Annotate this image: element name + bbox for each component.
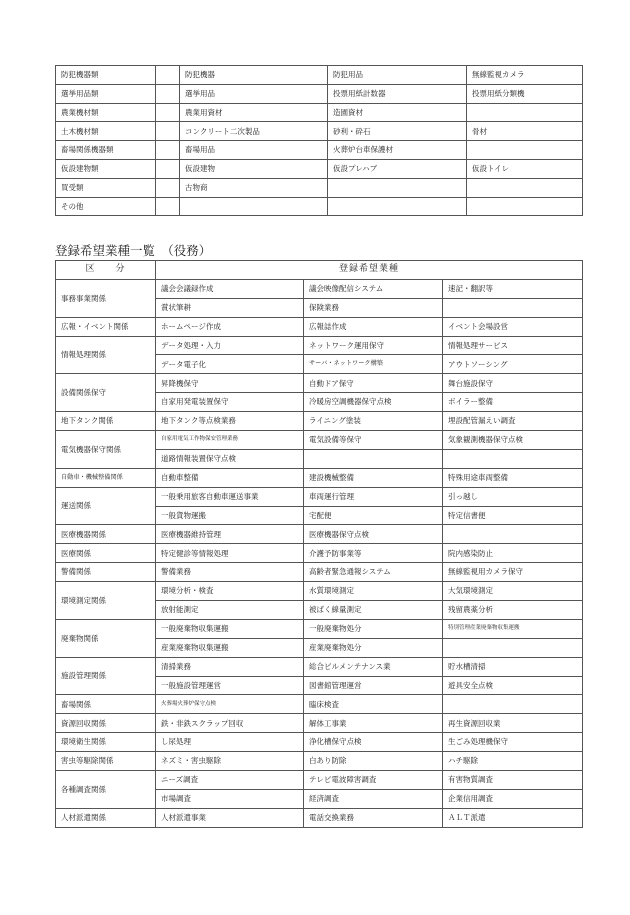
service-type-cell: 速記・翻訳等 bbox=[443, 279, 583, 298]
goods-item-cell: 砂利・砕石 bbox=[328, 122, 467, 141]
service-type-cell: 再生資源回収業 bbox=[443, 714, 583, 733]
service-type-cell bbox=[443, 449, 583, 468]
goods-item-cell: 仮設建物 bbox=[180, 159, 328, 178]
service-type-cell: 舞台施設保守 bbox=[443, 374, 583, 393]
service-type-cell: 火葬場火葬炉保守点検 bbox=[156, 695, 304, 714]
service-row bbox=[56, 582, 583, 601]
service-category-cell: 畜場関係 bbox=[56, 695, 156, 714]
service-type-cell: 地下タンク等点検業務 bbox=[156, 412, 304, 431]
service-row bbox=[56, 317, 583, 336]
goods-spacer-cell bbox=[156, 84, 180, 103]
goods-item-cell: 畜場用品 bbox=[180, 141, 328, 160]
service-type-cell: 被ばく線量測定 bbox=[304, 601, 443, 620]
service-type-cell bbox=[443, 525, 583, 544]
goods-item-cell: 防犯用品 bbox=[328, 66, 467, 85]
goods-item-cell bbox=[467, 178, 583, 197]
service-type-cell: し尿処理 bbox=[156, 733, 304, 752]
service-type-cell: 一般施設管理運営 bbox=[156, 676, 304, 695]
goods-category-cell: 農業機材類 bbox=[56, 103, 156, 122]
service-type-cell: 経済調査 bbox=[304, 789, 443, 808]
service-category-cell: 人材派遣関係 bbox=[56, 808, 156, 827]
service-row bbox=[56, 544, 583, 563]
goods-row bbox=[56, 159, 583, 178]
service-type-cell: 特別管理産業廃棄物収集運搬 bbox=[443, 619, 583, 638]
service-type-cell bbox=[443, 298, 583, 317]
service-type-cell: 特殊用途車両整備 bbox=[443, 468, 583, 487]
service-row bbox=[56, 733, 583, 752]
service-category-cell: 警備関係 bbox=[56, 563, 156, 582]
goods-item-cell: 仮設プレハブ bbox=[328, 159, 467, 178]
service-type-cell: 一般廃棄物処分 bbox=[304, 619, 443, 638]
goods-item-cell: 防犯機器 bbox=[180, 66, 328, 85]
goods-row bbox=[56, 66, 583, 85]
service-row bbox=[56, 563, 583, 582]
service-row bbox=[56, 431, 583, 450]
service-type-cell: ハチ駆除 bbox=[443, 752, 583, 771]
service-type-cell bbox=[304, 449, 443, 468]
service-type-cell: 医療機器保守点検 bbox=[304, 525, 443, 544]
goods-item-cell: 骨材 bbox=[467, 122, 583, 141]
goods-item-cell: 仮設トイレ bbox=[467, 159, 583, 178]
goods-item-cell: 無線監視カメラ bbox=[467, 66, 583, 85]
goods-spacer-cell bbox=[156, 103, 180, 122]
service-type-cell: 総合ビルメンテナンス業 bbox=[304, 657, 443, 676]
service-type-cell: 宅配便 bbox=[304, 506, 443, 525]
service-row bbox=[56, 619, 583, 638]
service-category-cell: 施設管理関係 bbox=[56, 657, 156, 695]
service-type-cell bbox=[443, 695, 583, 714]
service-row bbox=[56, 468, 583, 487]
service-type-cell: 気象観測機器保守点検 bbox=[443, 431, 583, 450]
service-type-cell: 議会映像配信システム bbox=[304, 279, 443, 298]
service-row bbox=[56, 336, 583, 355]
goods-item-cell: コンクリート二次製品 bbox=[180, 122, 328, 141]
service-type-cell: 有害物質調査 bbox=[443, 771, 583, 790]
service-type-cell: 広報誌作成 bbox=[304, 317, 443, 336]
service-type-cell: 自動ドア保守 bbox=[304, 374, 443, 393]
service-type-cell: テレビ電波障害調査 bbox=[304, 771, 443, 790]
service-type-cell: 警備業務 bbox=[156, 563, 304, 582]
goods-item-cell bbox=[467, 197, 583, 216]
goods-item-cell: 造園資材 bbox=[328, 103, 467, 122]
goods-spacer-cell bbox=[156, 122, 180, 141]
service-row bbox=[56, 412, 583, 431]
service-type-cell: 無線監視用カメラ保守 bbox=[443, 563, 583, 582]
service-category-cell: 広報・イベント関係 bbox=[56, 317, 156, 336]
service-category-cell: 医療関係 bbox=[56, 544, 156, 563]
service-type-cell: ネズミ・害虫駆除 bbox=[156, 752, 304, 771]
service-type-cell: ニーズ調査 bbox=[156, 771, 304, 790]
service-type-cell: 残留農薬分析 bbox=[443, 601, 583, 620]
service-type-cell: 特定信書便 bbox=[443, 506, 583, 525]
service-category-cell: 害虫等駆除関係 bbox=[56, 752, 156, 771]
goods-category-cell: 仮設建物類 bbox=[56, 159, 156, 178]
service-type-cell: 昇降機保守 bbox=[156, 374, 304, 393]
goods-row bbox=[56, 197, 583, 216]
service-type-cell: データ電子化 bbox=[156, 355, 304, 374]
service-category-cell: 医療機器関係 bbox=[56, 525, 156, 544]
service-type-cell: 冷暖房空調機器保守点検 bbox=[304, 393, 443, 412]
service-type-cell: 一般廃棄物収集運搬 bbox=[156, 619, 304, 638]
service-type-cell: 白あり防除 bbox=[304, 752, 443, 771]
service-type-cell: ライニング塗装 bbox=[304, 412, 443, 431]
service-category-cell: 資源回収関係 bbox=[56, 714, 156, 733]
goods-item-cell: 投票用紙計数器 bbox=[328, 84, 467, 103]
service-row bbox=[56, 525, 583, 544]
service-type-cell: 大気環境測定 bbox=[443, 582, 583, 601]
service-type-cell: サーバ・ネットワーク構築 bbox=[304, 355, 443, 374]
service-category-cell: 情報処理関係 bbox=[56, 336, 156, 374]
service-type-cell: 清掃業務 bbox=[156, 657, 304, 676]
goods-spacer-cell bbox=[156, 141, 180, 160]
goods-row bbox=[56, 103, 583, 122]
goods-item-cell: 選挙用品 bbox=[180, 84, 328, 103]
service-category-cell: 運送関係 bbox=[56, 487, 156, 525]
goods-spacer-cell bbox=[156, 66, 180, 85]
service-type-cell bbox=[443, 638, 583, 657]
service-row bbox=[56, 657, 583, 676]
service-row bbox=[56, 808, 583, 827]
service-type-cell: ボイラー整備 bbox=[443, 393, 583, 412]
service-row bbox=[56, 374, 583, 393]
service-type-cell: 車両運行管理 bbox=[304, 487, 443, 506]
service-category-cell: 自動車・機械整備関係 bbox=[56, 468, 156, 487]
service-type-cell: 図書館管理運営 bbox=[304, 676, 443, 695]
goods-category-cell: 選挙用品類 bbox=[56, 84, 156, 103]
service-type-cell: 浄化槽保守点検 bbox=[304, 733, 443, 752]
service-type-cell: 一般貨物運搬 bbox=[156, 506, 304, 525]
service-type-cell: 一般乗用旅客自動車運送事業 bbox=[156, 487, 304, 506]
service-type-cell: イベント会場設営 bbox=[443, 317, 583, 336]
service-type-cell: 鉄・非鉄スクラップ回収 bbox=[156, 714, 304, 733]
goods-row bbox=[56, 178, 583, 197]
service-category-cell: 環境測定関係 bbox=[56, 582, 156, 620]
service-type-cell: 議会会議録作成 bbox=[156, 279, 304, 298]
goods-category-cell: 畜場関係機器類 bbox=[56, 141, 156, 160]
service-category-table bbox=[55, 260, 583, 828]
service-type-cell: 特定健診等情報処理 bbox=[156, 544, 304, 563]
goods-item-cell: 古物商 bbox=[180, 178, 328, 197]
service-type-cell: 産業廃棄物収集運搬 bbox=[156, 638, 304, 657]
service-type-cell: 環境分析・検査 bbox=[156, 582, 304, 601]
goods-row bbox=[56, 84, 583, 103]
header-category: 区 分 bbox=[56, 261, 156, 280]
service-row bbox=[56, 771, 583, 790]
service-type-cell: 保険業務 bbox=[304, 298, 443, 317]
service-type-cell: 遊具安全点検 bbox=[443, 676, 583, 695]
service-category-cell: 各種調査関係 bbox=[56, 771, 156, 809]
service-type-cell: 院内感染防止 bbox=[443, 544, 583, 563]
service-type-cell: ネットワーク運用保守 bbox=[304, 336, 443, 355]
goods-item-cell bbox=[180, 197, 328, 216]
service-type-cell: 埋設配管漏えい調査 bbox=[443, 412, 583, 431]
service-row bbox=[56, 714, 583, 733]
service-type-cell: 人材派遣事業 bbox=[156, 808, 304, 827]
service-row bbox=[56, 487, 583, 506]
service-row bbox=[56, 279, 583, 298]
service-type-cell: 建設機械整備 bbox=[304, 468, 443, 487]
goods-spacer-cell bbox=[156, 197, 180, 216]
goods-row bbox=[56, 122, 583, 141]
service-row bbox=[56, 695, 583, 714]
goods-category-cell: 防犯機器類 bbox=[56, 66, 156, 85]
goods-category-cell: その他 bbox=[56, 197, 156, 216]
service-category-cell: 電気機器保守関係 bbox=[56, 431, 156, 469]
service-row bbox=[56, 752, 583, 771]
service-header-row bbox=[56, 261, 583, 280]
goods-item-cell: 火葬炉台車保護材 bbox=[328, 141, 467, 160]
service-category-cell: 環境衛生関係 bbox=[56, 733, 156, 752]
goods-category-table-body bbox=[56, 66, 583, 216]
goods-item-cell bbox=[328, 178, 467, 197]
goods-spacer-cell bbox=[156, 178, 180, 197]
service-type-cell: ホームページ作成 bbox=[156, 317, 304, 336]
service-type-cell: 貯水槽清掃 bbox=[443, 657, 583, 676]
service-type-cell: 電気設備等保守 bbox=[304, 431, 443, 450]
goods-item-cell bbox=[467, 103, 583, 122]
service-category-cell: 廃棄物関係 bbox=[56, 619, 156, 657]
goods-item-cell bbox=[467, 141, 583, 160]
service-type-cell: ＡＬＴ派遣 bbox=[443, 808, 583, 827]
service-category-table-body bbox=[56, 279, 583, 827]
service-type-cell: アウトソーシング bbox=[443, 355, 583, 374]
service-type-cell: 自動車整備 bbox=[156, 468, 304, 487]
header-registration-types: 登録希望業種 bbox=[156, 261, 583, 280]
goods-category-cell: 土木機材類 bbox=[56, 122, 156, 141]
goods-spacer-cell bbox=[156, 159, 180, 178]
goods-category-cell: 買受類 bbox=[56, 178, 156, 197]
service-type-cell: 介護予防事業等 bbox=[304, 544, 443, 563]
service-type-cell: 医療機器維持管理 bbox=[156, 525, 304, 544]
service-type-cell: 産業廃棄物処分 bbox=[304, 638, 443, 657]
service-type-cell: 自家用発電装置保守 bbox=[156, 393, 304, 412]
section-title: 登録希望業種一覧 （役務） bbox=[55, 243, 212, 258]
service-type-cell: データ処理・入力 bbox=[156, 336, 304, 355]
service-type-cell: 電話交換業務 bbox=[304, 808, 443, 827]
service-category-cell: 事務事業関係 bbox=[56, 279, 156, 317]
service-type-cell: 生ごみ処理機保守 bbox=[443, 733, 583, 752]
service-type-cell: 解体工事業 bbox=[304, 714, 443, 733]
goods-category-table bbox=[55, 65, 583, 216]
service-category-cell: 設備関係保守 bbox=[56, 374, 156, 412]
service-type-cell: 市場調査 bbox=[156, 789, 304, 808]
service-type-cell: 臨床検査 bbox=[304, 695, 443, 714]
service-type-cell: 放射能測定 bbox=[156, 601, 304, 620]
service-category-cell: 地下タンク関係 bbox=[56, 412, 156, 431]
goods-item-cell: 投票用紙分類機 bbox=[467, 84, 583, 103]
service-type-cell: 水質環境測定 bbox=[304, 582, 443, 601]
service-type-cell: 高齢者緊急通報システム bbox=[304, 563, 443, 582]
service-type-cell: 自家用電気工作物保安管理業務 bbox=[156, 431, 304, 450]
goods-item-cell: 農業用資材 bbox=[180, 103, 328, 122]
service-type-cell: 道路情報装置保守点検 bbox=[156, 449, 304, 468]
service-type-cell: 情報処理サービス bbox=[443, 336, 583, 355]
service-type-cell: 引っ越し bbox=[443, 487, 583, 506]
goods-row bbox=[56, 141, 583, 160]
service-type-cell: 企業信用調査 bbox=[443, 789, 583, 808]
goods-item-cell bbox=[328, 197, 467, 216]
service-type-cell: 賞状筆耕 bbox=[156, 298, 304, 317]
